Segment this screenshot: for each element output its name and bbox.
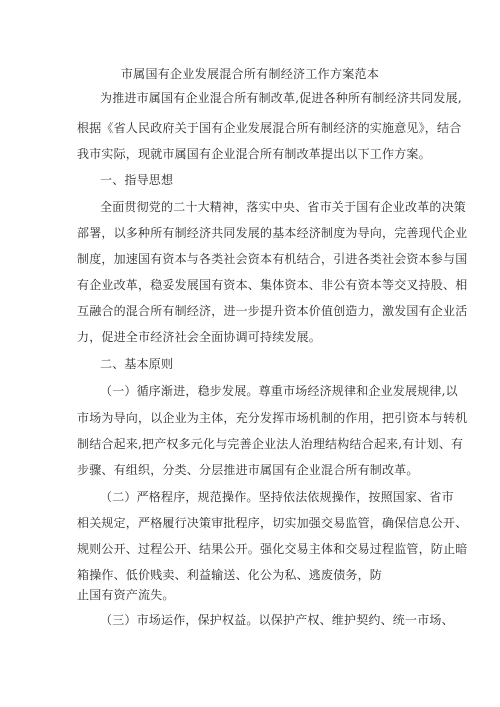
paragraph-line: 市场为导向，以企业为主体，充分发挥市场机制的作用，把引资本与转机: [77, 411, 468, 425]
paragraph-line: 规则公开、过程公开、结果公开。强化交易主体和交易过程监管，防止暗: [77, 542, 468, 556]
paragraph-line: 我市实际，现就市属国有企业混合所有制改革提出以下工作方案。: [77, 147, 431, 161]
paragraph-line: （一）循序渐进，稳步发展。尊重市场经济规律和企业发展规律,以: [100, 384, 458, 398]
paragraph-line: 为推进市属国有企业混合所有制改革,促进各种所有制经济共同发展,: [100, 91, 462, 105]
paragraph-line: 有企业改革，稳妥发展国有资本、集体资本、非公有资本等交叉持股、相: [77, 278, 468, 292]
paragraph-line: 互融合的混合所有制经济，进一步提升资本价值创造力，激发国有企业活: [77, 304, 468, 318]
paragraph-line: 部署，以多种所有制经济共同发展的基本经济制度为导向，完善现代企业: [77, 226, 468, 240]
paragraph-line: 相关规定，严格履行决策审批程序，切实加强交易监管，确保信息公开、: [77, 516, 468, 530]
paragraph-line: 制结合起来,把产权多元化与完善企业法人治理结构结合起来,有计划、有: [77, 437, 464, 451]
paragraph-line: 箱操作、低价贱卖、利益输送、化公为私、逃废债务，防: [77, 568, 383, 582]
paragraph-line: （三）市场运作，保护权益。以保护产权、维护契约、统一市场、: [100, 613, 454, 627]
paragraph-line: 步骤、有组织，分类、分层推进市属国有企业混合所有制改革。: [77, 463, 419, 477]
paragraph-line: 制度，加速国有资本与各类社会资本有机结合，引进各类社会资本参与国: [77, 252, 468, 266]
paragraph-line: 根据《省人民政府关于国有企业发展混合所有制经济的实施意见》，结合: [77, 121, 462, 135]
paragraph-line: 止国有资产流失。: [77, 588, 175, 602]
paragraph-line: （二）严格程序，规范操作。坚持依法依规操作，按照国家、省市: [100, 490, 454, 504]
paragraph-line: 全面贯彻党的二十大精神，落实中央、省市关于国有企业改革的决策: [100, 200, 467, 214]
paragraph-line: 力，促进全市经济社会全面协调可持续发展。: [77, 330, 322, 344]
document-title: 市属国有企业发展混合所有制经济工作方案范本: [120, 67, 380, 81]
section-heading: 二、基本原则: [100, 357, 174, 371]
section-heading: 一、指导思想: [100, 173, 174, 187]
